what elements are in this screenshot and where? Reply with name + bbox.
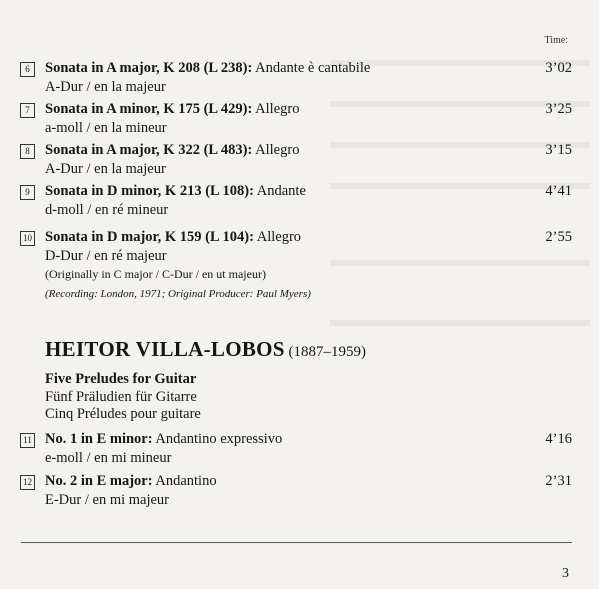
track-subtitle: A-Dur / en la majeur: [45, 161, 166, 177]
track-title: No. 2 in E major:: [45, 473, 153, 489]
track-title: Sonata in A major, K 208 (L 238):: [45, 60, 253, 76]
track-number: 8: [20, 144, 35, 159]
track-subtitle: D-Dur / en ré majeur: [45, 248, 167, 264]
track-subtitle: A-Dur / en la majeur: [45, 79, 166, 95]
track-text: [45, 182, 572, 220]
track-text: [45, 59, 572, 97]
composer-years: (1887–1959): [284, 344, 367, 360]
composer-heading: [45, 337, 366, 362]
work-heading: [45, 371, 201, 424]
track-number: 11: [20, 433, 35, 448]
page-number: 3: [562, 566, 569, 581]
track-text: [45, 228, 572, 283]
track-note: (Originally in C major / C-Dur / en ut majeur): [45, 267, 266, 281]
footer-divider: [21, 542, 572, 543]
track-duration: 3’15: [545, 142, 572, 158]
time-column-header: Time:: [544, 35, 568, 46]
track-number: 7: [20, 103, 35, 118]
track-title: Sonata in D minor, K 213 (L 108):: [45, 183, 254, 199]
track-text: [45, 472, 572, 510]
track-number: 9: [20, 185, 35, 200]
track-number: 12: [20, 475, 35, 490]
track-duration: 4’16: [545, 431, 572, 447]
track-title: No. 1 in E minor:: [45, 431, 153, 447]
track-number: 6: [20, 62, 35, 77]
work-subtitle-german: Fünf Präludien für Gitarre: [45, 388, 197, 405]
track-text: [45, 100, 572, 138]
show-through-band: [330, 320, 590, 326]
track-duration: 2’31: [545, 473, 572, 489]
work-title: Five Preludes for Guitar: [45, 371, 197, 387]
track-title: Sonata in D major, K 159 (L 104):: [45, 229, 254, 245]
track-tempo: Allegro: [253, 229, 302, 245]
track-subtitle: d-moll / en ré mineur: [45, 202, 169, 218]
track-number: 10: [20, 231, 35, 246]
track-tempo: Andantino expressivo: [152, 431, 283, 447]
track-duration: 3’25: [545, 101, 572, 117]
track-tempo: Andante: [253, 183, 306, 199]
track-duration: 3’02: [545, 60, 572, 76]
recording-note: (Recording: London, 1971; Original Producer: Paul Myers): [45, 288, 311, 300]
track-tempo: Andante è cantabile: [252, 60, 371, 76]
track-tempo: Allegro: [252, 142, 300, 158]
track-text: [45, 430, 572, 468]
work-subtitle-french: Cinq Préludes pour guitare: [45, 406, 201, 422]
track-subtitle: E-Dur / en mi majeur: [45, 492, 170, 508]
track-text: [45, 141, 572, 179]
track-duration: 4’41: [545, 183, 572, 199]
track-title: Sonata in A major, K 322 (L 483):: [45, 142, 253, 158]
track-subtitle: e-moll / en mi mineur: [45, 450, 172, 466]
track-subtitle: a-moll / en la mineur: [45, 120, 167, 136]
track-tempo: Allegro: [252, 101, 300, 117]
composer-name: HEITOR VILLA-LOBOS: [45, 337, 285, 361]
track-duration: 2’55: [545, 229, 572, 245]
track-tempo: Andantino: [152, 473, 217, 489]
track-title: Sonata in A minor, K 175 (L 429):: [45, 101, 253, 117]
